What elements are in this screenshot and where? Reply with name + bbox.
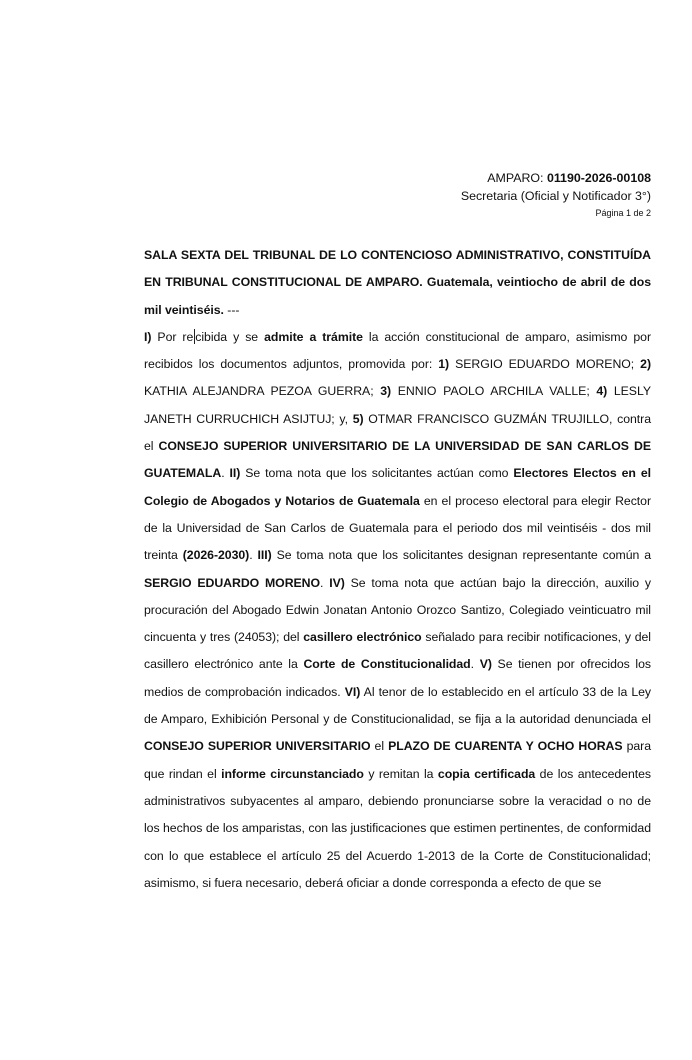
text-run: .: [221, 466, 230, 481]
section-1-number: I): [144, 329, 152, 344]
petitioner-number: 3): [380, 384, 392, 399]
document-header: [461, 170, 651, 219]
resolution-heading: [144, 242, 651, 324]
case-number-label: AMPARO:: [487, 171, 547, 185]
text-run: para que rindan el: [144, 739, 651, 781]
resolution-body: [144, 242, 651, 897]
section-6-number: VI): [344, 684, 361, 699]
informe-circunstanciado: informe circunstanciado: [221, 766, 364, 781]
copia-certificada: copia certificada: [437, 766, 536, 781]
plazo: PLAZO DE CUARENTA Y OCHO HORAS: [388, 739, 623, 754]
text-run: Se toma nota que los solicitantes designan representante común a: [271, 548, 652, 563]
petitioner-number: 4): [596, 384, 608, 399]
resolution-paragraph: [144, 324, 651, 897]
period-years: (2026-2030): [182, 548, 250, 563]
text-run: Al tenor de lo establecido en el artículo 33 de la Ley de Amparo, Exhibición Personal y de Constitucionalidad, se fija a la autoridad denunciada el: [144, 684, 651, 727]
text-run: .: [320, 575, 330, 590]
heading-suffix: ---: [223, 302, 240, 317]
section-2-number: II): [229, 466, 241, 481]
common-representative: SERGIO EDUARDO MORENO: [144, 575, 321, 590]
text-run: y remitan la: [363, 766, 438, 781]
heading-text: SALA SEXTA DEL TRIBUNAL DE LO CONTENCIOSO ADMINISTRATIVO, CONSTITUÍDA EN TRIBUNAL CONSTITUCIONAL DE AMPARO. Guatemala, veintiocho de abril de dos mil veintiséis.: [144, 248, 651, 317]
page-number: Página 1 de 2: [595, 208, 651, 218]
section-3-number: III): [257, 548, 272, 563]
case-number-value: 01190-2026-00108: [546, 171, 651, 185]
text-run: Por re: [151, 329, 194, 344]
casillero-electronico: casillero electrónico: [303, 630, 422, 645]
case-number: [461, 170, 651, 188]
text-run: Se toma nota que actúan bajo la dirección, auxilio y procuración del Abogado Edwin Jonatan Antonio Orozco Santizo, Colegiado veinticuatro mil cincuenta y tres (24053); del: [144, 575, 651, 645]
text-run: señalado para recibir notificaciones, y del casillero electrónico ante la: [144, 630, 651, 672]
section-4-number: IV): [329, 575, 345, 590]
petitioner-name: LESLY JANETH CURRUCHICH ASIJTUJ; y,: [144, 384, 651, 426]
electores-electos: Electores Electos en el Colegio de Abogados y Notarios de Guatemala: [144, 466, 651, 508]
text-run: de los antecedentes administrativos subyacentes al amparo, debiendo pronunciarse sobre la veracidad o no de los hechos de los amparistas, con las justificaciones que estimen pertinentes, de conformidad con lo que establece el artículo 25 del Acuerdo 1-2013 de la Corte de Constitucionalidad; asimismo, si fuera necesario, deberá oficiar a donde corresponda a efecto de que se: [144, 766, 651, 890]
text-run: en el proceso electoral para elegir Rector de la Universidad de San Carlos de Guatemala para el periodo dos mil veintiséis - dos mil treinta: [144, 493, 652, 563]
petitioner-number: 1): [438, 357, 450, 372]
petitioner-name: SERGIO EDUARDO MORENO;: [449, 357, 641, 372]
secretaria-line: Secretaria (Oficial y Notificador 3°): [460, 188, 651, 203]
text-run: Se toma nota que los solicitantes actúan como: [240, 466, 514, 481]
corte-constitucionalidad: Corte de Constitucionalidad: [303, 657, 471, 672]
admite-tramite: admite a trámite: [264, 329, 363, 344]
text-run: Se tienen por ofrecidos los medios de comprobación indicados.: [144, 657, 651, 699]
text-run: .: [470, 657, 480, 672]
section-5-number: V): [479, 657, 492, 672]
petitioner-number: 5): [352, 411, 364, 426]
petitioner-number: 2): [640, 357, 651, 372]
petitioner-name: KATHIA ALEJANDRA PEZOA GUERRA;: [144, 384, 381, 399]
text-run: .: [249, 548, 258, 563]
consejo-superior: CONSEJO SUPERIOR UNIVERSITARIO: [144, 739, 371, 754]
petitioner-name: OTMAR FRANCISCO GUZMÁN TRUJILLO, contra el: [144, 411, 652, 454]
text-run: el: [370, 739, 389, 754]
respondent-authority: CONSEJO SUPERIOR UNIVERSITARIO DE LA UNIVERSIDAD DE SAN CARLOS DE GUATEMALA: [144, 439, 651, 481]
petitioner-name: ENNIO PAOLO ARCHILA VALLE;: [391, 384, 597, 399]
text-run: cibida y se: [195, 329, 265, 344]
text-run: la acción constitucional de amparo, asimismo por recibidos los documentos adjuntos, promovida por:: [144, 329, 651, 372]
